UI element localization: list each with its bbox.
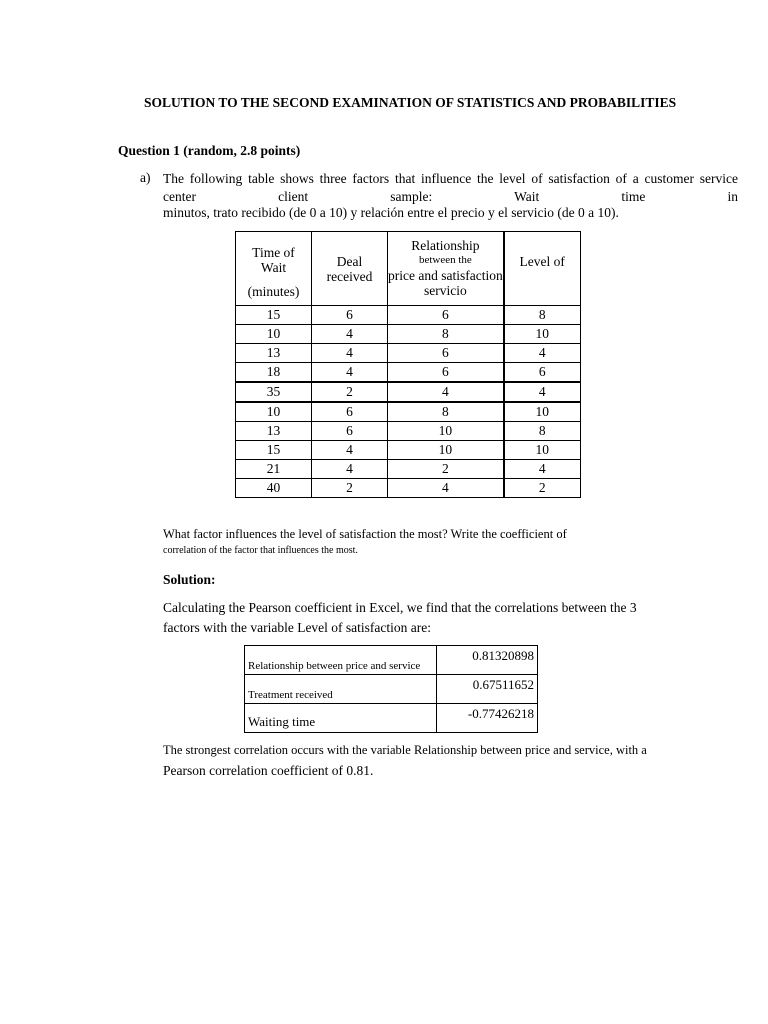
table-cell: 40 bbox=[236, 479, 312, 498]
table-row bbox=[236, 402, 581, 422]
table-cell: 4 bbox=[504, 382, 581, 402]
table-cell: 13 bbox=[236, 422, 312, 441]
table-cell: 6 bbox=[504, 363, 581, 383]
conclusion-line-1: The strongest correlation occurs with the variable Relationship between price and service, with a bbox=[163, 743, 647, 757]
correlation-row bbox=[245, 646, 538, 675]
correlation-value: 0.81320898 bbox=[437, 646, 538, 675]
header-deal-received: Deal received bbox=[312, 232, 388, 306]
table-cell: 10 bbox=[388, 422, 504, 441]
table-cell: 6 bbox=[312, 306, 388, 325]
table-cell: 4 bbox=[312, 441, 388, 460]
table-row bbox=[236, 479, 581, 498]
solution-heading: Solution: bbox=[163, 572, 216, 587]
table-cell: 6 bbox=[312, 402, 388, 422]
table-cell: 13 bbox=[236, 344, 312, 363]
conclusion-line-2: Pearson correlation coefficient of 0.81. bbox=[163, 763, 374, 778]
table-cell: 15 bbox=[236, 441, 312, 460]
table-row bbox=[236, 344, 581, 363]
prompt-line-1: What factor influences the level of satisfaction the most? Write the coefficient of bbox=[163, 527, 567, 541]
table-row bbox=[236, 306, 581, 325]
question-text: The following table shows three factors that influence the level of satisfaction of a customer service center client sample: Wait time in bbox=[163, 171, 738, 204]
table-cell: 8 bbox=[388, 325, 504, 344]
table-cell: 35 bbox=[236, 382, 312, 402]
header-relationship: Relationship between the price and satisfaction servicio bbox=[388, 232, 504, 306]
table-cell: 10 bbox=[388, 441, 504, 460]
table-cell: 2 bbox=[504, 479, 581, 498]
page-title: SOLUTION TO THE SECOND EXAMINATION OF STATISTICS AND PROBABILITIES bbox=[144, 95, 677, 110]
table-cell: 10 bbox=[236, 402, 312, 422]
table-cell: 4 bbox=[312, 363, 388, 383]
correlation-row bbox=[245, 675, 538, 704]
correlation-row bbox=[245, 704, 538, 733]
table-cell: 8 bbox=[388, 402, 504, 422]
correlation-label: Treatment received bbox=[245, 675, 437, 704]
table-cell: 4 bbox=[504, 460, 581, 479]
table-row bbox=[236, 422, 581, 441]
table-cell: 2 bbox=[312, 382, 388, 402]
table-cell: 4 bbox=[388, 382, 504, 402]
table-row bbox=[236, 460, 581, 479]
header-wait-time: Time of Wait (minutes) bbox=[236, 232, 312, 306]
table-cell: 4 bbox=[388, 479, 504, 498]
table-cell: 18 bbox=[236, 363, 312, 383]
table-cell: 6 bbox=[388, 306, 504, 325]
table-cell: 10 bbox=[504, 325, 581, 344]
data-table bbox=[235, 231, 581, 498]
table-cell: 15 bbox=[236, 306, 312, 325]
table-cell: 4 bbox=[312, 344, 388, 363]
question-heading: Question 1 (random, 2.8 points) bbox=[118, 143, 301, 158]
item-marker: a) bbox=[140, 170, 151, 185]
table-cell: 10 bbox=[504, 402, 581, 422]
table-cell: 6 bbox=[388, 344, 504, 363]
correlation-value: -0.77426218 bbox=[437, 704, 538, 733]
table-header-row bbox=[236, 232, 581, 306]
table-row bbox=[236, 325, 581, 344]
correlation-label: Waiting time bbox=[245, 704, 437, 733]
correlation-label: Relationship between price and service bbox=[245, 646, 437, 675]
question-text-line2: minutos, trato recibido (de 0 a 10) y relación entre el precio y el servicio (de 0 a 10). bbox=[163, 205, 619, 220]
table-cell: 21 bbox=[236, 460, 312, 479]
correlation-table bbox=[244, 645, 538, 733]
table-cell: 2 bbox=[388, 460, 504, 479]
table-cell: 6 bbox=[312, 422, 388, 441]
table-cell: 4 bbox=[312, 460, 388, 479]
table-row bbox=[236, 382, 581, 402]
table-row bbox=[236, 363, 581, 383]
solution-paragraph: Calculating the Pearson coefficient in Excel, we find that the correlations between the 3 factors with the variable Level of satisfaction are: bbox=[163, 600, 637, 635]
table-cell: 2 bbox=[312, 479, 388, 498]
table-cell: 6 bbox=[388, 363, 504, 383]
table-cell: 8 bbox=[504, 422, 581, 441]
table-cell: 10 bbox=[504, 441, 581, 460]
correlation-value: 0.67511652 bbox=[437, 675, 538, 704]
table-cell: 4 bbox=[312, 325, 388, 344]
table-cell: 10 bbox=[236, 325, 312, 344]
prompt-line-2: correlation of the factor that influences the most. bbox=[163, 545, 358, 556]
header-level: Level of bbox=[504, 232, 581, 306]
table-cell: 8 bbox=[504, 306, 581, 325]
table-row bbox=[236, 441, 581, 460]
table-cell: 4 bbox=[504, 344, 581, 363]
